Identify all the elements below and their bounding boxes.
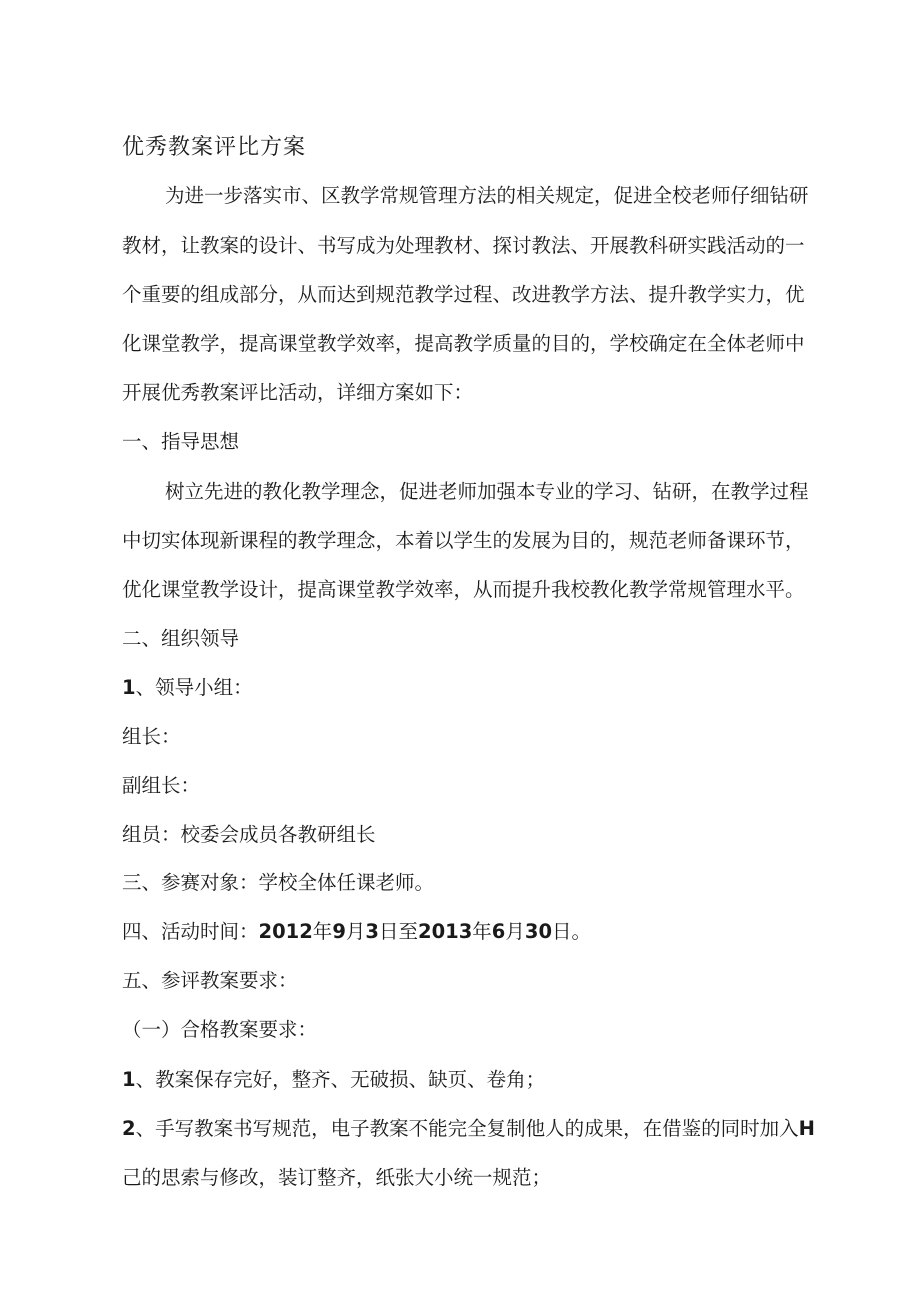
intro-line-4: 化课堂教学，提高课堂教学效率，提高教学质量的目的，学校确定在全体老师中 (122, 332, 805, 355)
section1-line-3: 优化课堂教学设计，提高课堂教学效率，从而提升我校教化教学常规管理水平。 (122, 578, 805, 601)
year-char-2: 年 (472, 920, 492, 943)
requirement-2-continued: 己的思索与修改，装订整齐，纸张大小统一规范； (122, 1166, 552, 1189)
requirement-2-number: 2 (122, 1117, 136, 1140)
year-start: 2012 (258, 920, 313, 943)
year-end: 2013 (418, 920, 473, 943)
requirement-1 (122, 1066, 545, 1094)
section5-heading: 五、参评教案要求： (122, 969, 298, 992)
month-char-1: 月 (345, 920, 366, 943)
section1-line-1: 树立先进的教化教学理念，促进老师加强本专业的学习、钻研，在教学过程 (165, 480, 809, 503)
day-end: 30 (524, 920, 553, 943)
intro-line-1: 为进一步落实市、区教学常规管理方法的相关规定，促进全校老师仔细钻研 (165, 184, 809, 207)
item-text: 、领导小组： (135, 676, 253, 699)
intro-line-5: 开展优秀教案评比活动，详细方案如下： (122, 381, 474, 404)
requirement-2-tail: H (798, 1117, 815, 1140)
members-line: 组员：校委会成员各教研组长 (122, 823, 376, 846)
section4-prefix: 四、活动时间： (122, 920, 259, 943)
month-end: 6 (491, 920, 506, 943)
section2-item1 (122, 674, 253, 702)
intro-line-2: 教材，让教案的设计、书写成为处理教材、探讨教法、开展教科研实践活动的一 (122, 234, 805, 257)
item-number: 1 (122, 676, 136, 699)
month-start: 9 (332, 920, 346, 943)
year-char-1: 年 (312, 920, 333, 943)
section5-sub1: （一）合格教案要求： (122, 1018, 318, 1041)
section3-line: 三、参赛对象：学校全体任课老师。 (122, 871, 435, 894)
section1-line-2: 中切实体现新课程的教学理念，本着以学生的发展为目的，规范老师备课环节， (122, 529, 805, 552)
document-title: 优秀教案评比方案 (122, 135, 307, 160)
requirement-2-text: 、手写教案书写规范，电子教案不能完全复制他人的成果，在借鉴的同时加入 (135, 1117, 799, 1140)
deputy-line: 副组长： (122, 774, 201, 797)
section1-heading: 一、指导思想 (122, 430, 240, 453)
day-start: 3 (365, 920, 379, 943)
requirement-1-text: 、教案保存完好，整齐、无破损、缺页、卷角； (135, 1068, 546, 1091)
requirement-1-number: 1 (122, 1068, 136, 1091)
requirement-2 (122, 1115, 815, 1143)
intro-line-3: 个重要的组成部分，从而达到规范教学过程、改进教学方法、提升教学实力，优 (122, 283, 805, 306)
section2-heading: 二、组织领导 (122, 627, 240, 650)
day-char-2: 日。 (552, 920, 592, 943)
section4-line (122, 918, 591, 946)
leader-line: 组长： (122, 725, 181, 748)
month-char-2: 月 (505, 920, 525, 943)
day-char-1: 日至 (378, 920, 418, 943)
